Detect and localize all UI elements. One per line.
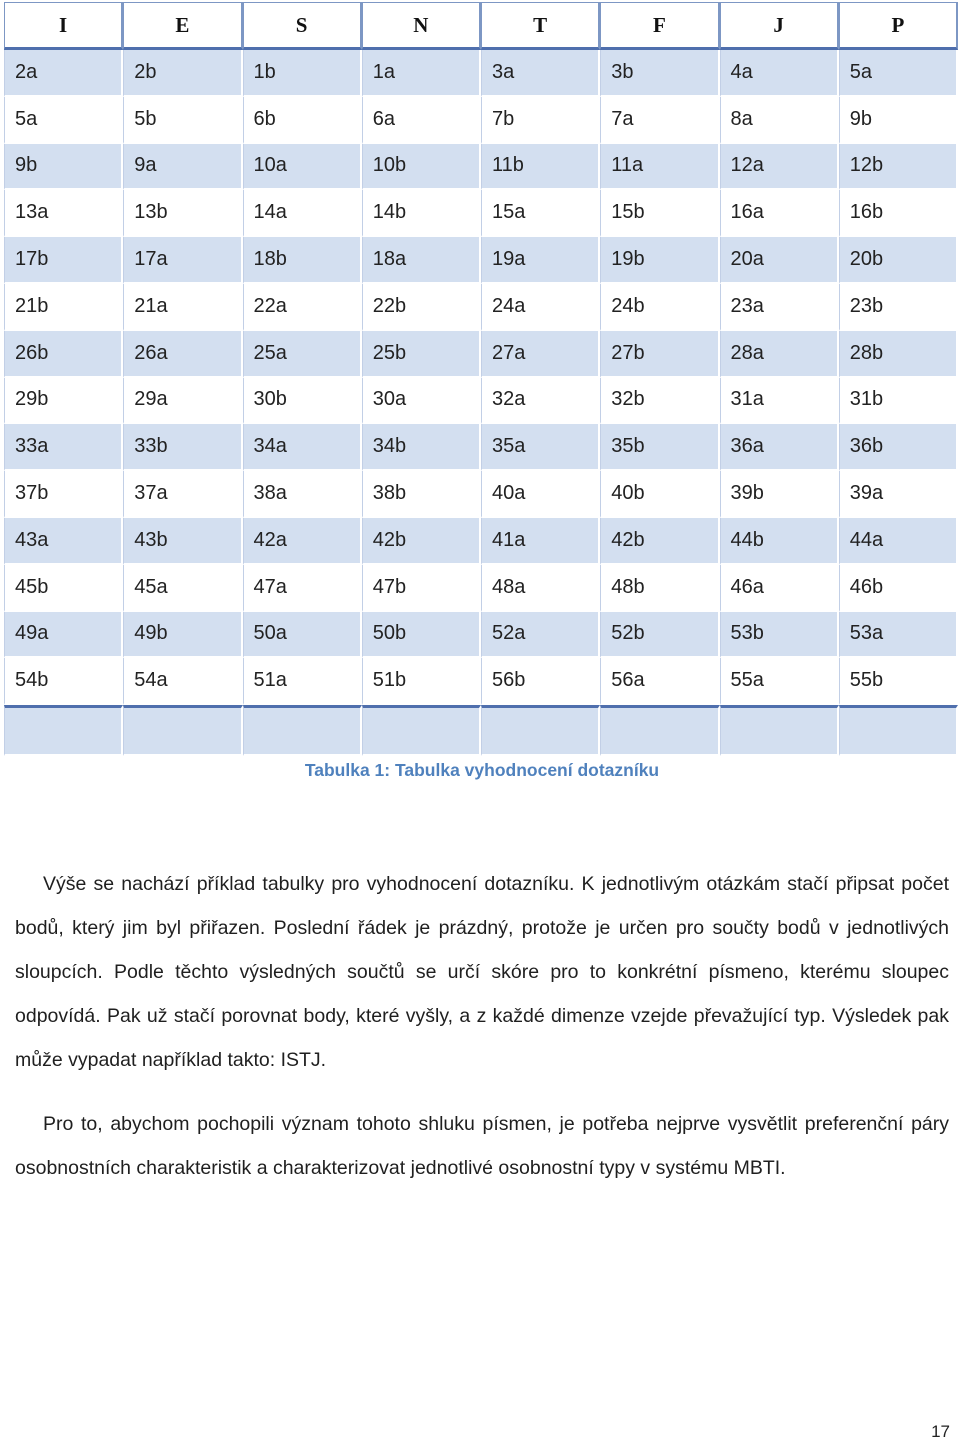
table-cell: 49b	[123, 612, 242, 659]
table-cell: 9b	[839, 97, 958, 144]
table-cell: 51a	[243, 658, 362, 705]
table-row	[4, 97, 958, 144]
table-body	[4, 50, 958, 756]
table-cell: 13a	[4, 190, 123, 237]
table-cell: 16a	[720, 190, 839, 237]
table-row	[4, 612, 958, 659]
header-cell-S: S	[243, 2, 362, 50]
table-cell: 32b	[600, 378, 719, 425]
table-cell: 1b	[243, 50, 362, 97]
table-cell: 23b	[839, 284, 958, 331]
table-cell: 46a	[720, 565, 839, 612]
paragraph-1-text: Výše se nachází příklad tabulky pro vyhodnocení dotazníku. K jednotlivým otázkám stačí připsat počet bodů, který jim byl přiřazen. Poslední řádek je prázdný, protože je určen pro součty bodů v jednotlivých sloupcích. Podle těchto výsledných součtů se určí skóre pro to konkrétní písmeno, kterému sloupec odpovídá. Pak už stačí porovnat body, které vyšly, a z každé dimenze vzejde převažující typ. Výsledek pak může vypadat například takto: ISTJ.	[15, 873, 949, 1071]
table-cell: 5a	[839, 50, 958, 97]
table-row	[4, 565, 958, 612]
table-cell: 9a	[123, 144, 242, 191]
table-cell: 37b	[4, 471, 123, 518]
header-cell-I: I	[4, 2, 123, 50]
table-cell: 56a	[600, 658, 719, 705]
table-cell: 51b	[362, 658, 481, 705]
table-cell: 11b	[481, 144, 600, 191]
table-cell: 53a	[839, 612, 958, 659]
table-cell: 38b	[362, 471, 481, 518]
table-cell: 2b	[123, 50, 242, 97]
table-cell: 45b	[4, 565, 123, 612]
totals-cell	[481, 705, 600, 756]
table-cell: 41a	[481, 518, 600, 565]
table-cell: 36b	[839, 424, 958, 471]
totals-cell	[243, 705, 362, 756]
table-cell: 14b	[362, 190, 481, 237]
table-cell: 12b	[839, 144, 958, 191]
table-cell: 13b	[123, 190, 242, 237]
table-cell: 29a	[123, 378, 242, 425]
table-cell: 47a	[243, 565, 362, 612]
table-cell: 38a	[243, 471, 362, 518]
table-cell: 7b	[481, 97, 600, 144]
table-cell: 6b	[243, 97, 362, 144]
table-cell: 30b	[243, 378, 362, 425]
table-cell: 45a	[123, 565, 242, 612]
table-cell: 44a	[839, 518, 958, 565]
table-cell: 11a	[600, 144, 719, 191]
table-cell: 52b	[600, 612, 719, 659]
table-cell: 33b	[123, 424, 242, 471]
table-row	[4, 190, 958, 237]
evaluation-table	[4, 2, 958, 756]
table-cell: 31a	[720, 378, 839, 425]
table-cell: 26b	[4, 331, 123, 378]
table-cell: 37a	[123, 471, 242, 518]
table-cell: 48b	[600, 565, 719, 612]
paragraph-1	[15, 862, 949, 1082]
table-cell: 21b	[4, 284, 123, 331]
table-header-row	[4, 2, 958, 50]
totals-cell	[839, 705, 958, 756]
table-cell: 36a	[720, 424, 839, 471]
table-cell: 19b	[600, 237, 719, 284]
table-row	[4, 237, 958, 284]
table-cell: 22a	[243, 284, 362, 331]
table-cell: 55b	[839, 658, 958, 705]
table-cell: 42b	[362, 518, 481, 565]
table-cell: 27a	[481, 331, 600, 378]
table-cell: 15a	[481, 190, 600, 237]
table-cell: 52a	[481, 612, 600, 659]
totals-cell	[123, 705, 242, 756]
table-caption: Tabulka 1: Tabulka vyhodnocení dotazníku	[304, 760, 660, 780]
table-cell: 18a	[362, 237, 481, 284]
table-cell: 46b	[839, 565, 958, 612]
table-cell: 23a	[720, 284, 839, 331]
table-cell: 24a	[481, 284, 600, 331]
header-cell-N: N	[362, 2, 481, 50]
table-cell: 17a	[123, 237, 242, 284]
table-cell: 31b	[839, 378, 958, 425]
table-cell: 25a	[243, 331, 362, 378]
table-cell: 14a	[243, 190, 362, 237]
table-cell: 24b	[600, 284, 719, 331]
table-cell: 50a	[243, 612, 362, 659]
table-row	[4, 144, 958, 191]
totals-cell	[362, 705, 481, 756]
table-cell: 33a	[4, 424, 123, 471]
table-cell: 28a	[720, 331, 839, 378]
table-cell: 56b	[481, 658, 600, 705]
table-cell: 2a	[4, 50, 123, 97]
table-cell: 10a	[243, 144, 362, 191]
paragraph-2-text: Pro to, abychom pochopili význam tohoto shluku písmen, je potřeba nejprve vysvětlit preferenční páry osobnostních charakteristik a charakterizovat jednotlivé osobnostní typy v systému MBTI.	[15, 1113, 949, 1179]
table-cell: 39b	[720, 471, 839, 518]
table-cell: 20b	[839, 237, 958, 284]
table-cell: 47b	[362, 565, 481, 612]
table-cell: 8a	[720, 97, 839, 144]
header-cell-P: P	[839, 2, 958, 50]
table-cell: 29b	[4, 378, 123, 425]
table-cell: 35b	[600, 424, 719, 471]
table-cell: 40b	[600, 471, 719, 518]
table-row	[4, 50, 958, 97]
table-cell: 19a	[481, 237, 600, 284]
table-cell: 55a	[720, 658, 839, 705]
table-cell: 28b	[839, 331, 958, 378]
table-cell: 9b	[4, 144, 123, 191]
totals-cell	[4, 705, 123, 756]
table-cell: 27b	[600, 331, 719, 378]
table-cell: 25b	[362, 331, 481, 378]
table-cell: 42b	[600, 518, 719, 565]
table-row	[4, 331, 958, 378]
table-cell: 53b	[720, 612, 839, 659]
table-cell: 43a	[4, 518, 123, 565]
table-cell: 20a	[720, 237, 839, 284]
page-number: 17	[931, 1422, 950, 1441]
table-cell: 12a	[720, 144, 839, 191]
header-cell-F: F	[600, 2, 719, 50]
table-row	[4, 471, 958, 518]
table-cell: 10b	[362, 144, 481, 191]
table-cell: 35a	[481, 424, 600, 471]
table-cell: 6a	[362, 97, 481, 144]
table-cell: 32a	[481, 378, 600, 425]
table-cell: 4a	[720, 50, 839, 97]
table-cell: 42a	[243, 518, 362, 565]
table-row	[4, 378, 958, 425]
table-cell: 40a	[481, 471, 600, 518]
table-row	[4, 658, 958, 705]
table-row	[4, 424, 958, 471]
table-cell: 15b	[600, 190, 719, 237]
table-cell: 17b	[4, 237, 123, 284]
table-cell: 5a	[4, 97, 123, 144]
table-cell: 43b	[123, 518, 242, 565]
table-cell: 54b	[4, 658, 123, 705]
table-cell: 18b	[243, 237, 362, 284]
table-cell: 34a	[243, 424, 362, 471]
table-cell: 3a	[481, 50, 600, 97]
table-row	[4, 518, 958, 565]
table-cell: 7a	[600, 97, 719, 144]
table-cell: 49a	[4, 612, 123, 659]
paragraph-2	[15, 1102, 949, 1190]
table-cell: 50b	[362, 612, 481, 659]
header-cell-J: J	[720, 2, 839, 50]
table-cell: 26a	[123, 331, 242, 378]
table-cell: 48a	[481, 565, 600, 612]
table-cell: 30a	[362, 378, 481, 425]
header-cell-T: T	[481, 2, 600, 50]
totals-row	[4, 705, 958, 756]
table-cell: 16b	[839, 190, 958, 237]
table-row	[4, 284, 958, 331]
table-cell: 3b	[600, 50, 719, 97]
table-cell: 54a	[123, 658, 242, 705]
table-cell: 22b	[362, 284, 481, 331]
table-cell: 44b	[720, 518, 839, 565]
totals-cell	[720, 705, 839, 756]
table-cell: 5b	[123, 97, 242, 144]
header-cell-E: E	[123, 2, 242, 50]
table-cell: 39a	[839, 471, 958, 518]
table-cell: 34b	[362, 424, 481, 471]
totals-cell	[600, 705, 719, 756]
table-cell: 21a	[123, 284, 242, 331]
table-cell: 1a	[362, 50, 481, 97]
